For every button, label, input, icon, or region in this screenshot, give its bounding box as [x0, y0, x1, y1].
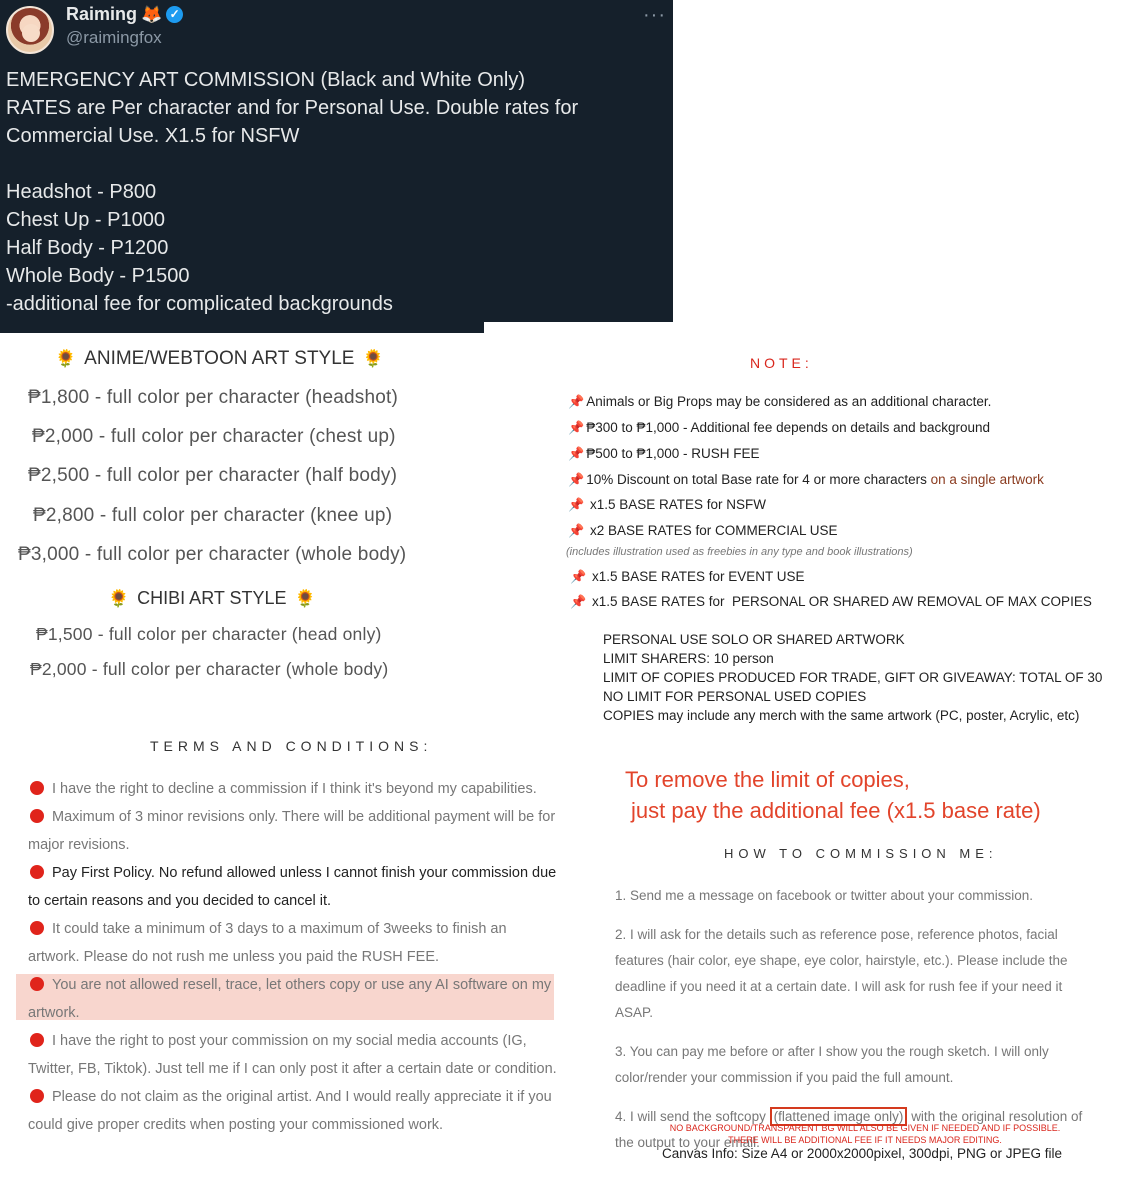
- term-item: It could take a minimum of 3 days to a maximum of 3weeks to finish an artwork. Please do not rush me unless you paid the RUSH FEE.: [28, 921, 507, 965]
- tweet-line: Commercial Use. X1.5 for NSFW: [6, 125, 300, 147]
- background-note: NO BACKGROUND/TRANSPARENT BG WILL ALSO BE GIVEN IF NEEDED AND IF POSSIBLE. THERE WILL BE ADDITIONAL FEE IF IT NEEDS MAJOR EDITING.: [669, 1123, 1061, 1145]
- canvas-info: Canvas Info: Size A4 or 2000x2000pixel, 300dpi, PNG or JPEG file: [662, 1146, 1062, 1161]
- term-item: Please do not claim as the original artist. And I would really appreciate it if you could give proper credits when posting your commissioned work.: [28, 1089, 552, 1133]
- term-item: I have the right to post your commission on my social media accounts (IG, Twitter, FB, Tiktok). Just tell me if I can only post it after a certain date or condition.: [28, 1033, 557, 1077]
- remove-limit-callout: To remove the limit of copies, just pay the additional fee (x1.5 base rate): [625, 767, 1041, 823]
- fox-icon: 🦊: [141, 4, 163, 24]
- term-item: Pay First Policy. No refund allowed unless I cannot finish your commission due to certain reasons and you decided to cancel it.: [28, 865, 557, 909]
- how-step: 3. You can pay me before or after I show you the rough sketch. I will only color/render your commission if you paid the full amount.: [615, 1044, 1049, 1085]
- anime-heading-text: ANIME/WEBTOON ART STYLE: [84, 348, 355, 369]
- terms-title: TERMS AND CONDITIONS:: [150, 738, 433, 754]
- tweet-line: EMERGENCY ART COMMISSION (Black and White Only): [6, 69, 526, 91]
- sunflower-icon: 🌻: [294, 588, 316, 608]
- note-title: NOTE:: [750, 355, 813, 371]
- sunflower-icon: 🌻: [362, 349, 384, 368]
- display-name[interactable]: [66, 4, 183, 25]
- chibi-rate-whole-body: ₱2,000 - full color per character (whole body): [30, 659, 389, 679]
- tweet-line: -additional fee for complicated backgrounds: [6, 293, 393, 315]
- tweet-line: Headshot - P800: [6, 181, 157, 203]
- chibi-rate-head-only: ₱1,500 - full color per character (head only): [36, 624, 382, 644]
- how-to-commission-title: HOW TO COMMISSION ME:: [724, 846, 998, 861]
- tweet-line: Chest Up - P1000: [6, 209, 165, 231]
- red-circle-icon: [30, 977, 44, 991]
- personal-use-block: PERSONAL USE SOLO OR SHARED ARTWORK LIMIT SHARERS: 10 person LIMIT OF COPIES PRODUCED FOR TRADE, GIFT OR GIVEAWAY: TOTAL OF 30 NO LIMIT FOR PERSONAL USED COPIES COPIES may include any merch with the same artwork (PC, poster, Acrylic, etc): [603, 632, 1103, 723]
- note-item: 📌 Animals or Big Props may be considered as an additional character.: [568, 394, 992, 409]
- note-item: 📌 10% Discount on total Base rate for 4 or more characters on a single artwork: [568, 472, 1044, 487]
- pushpin-icon: 📌: [568, 523, 585, 538]
- tweet-line: Half Body - P1200: [6, 237, 169, 259]
- flattened-image-highlight: (flattened image only): [770, 1107, 908, 1126]
- how-step: 1. Send me a message on facebook or twitter about your commission.: [615, 888, 1033, 903]
- tweet-card-edge: [484, 322, 673, 333]
- pushpin-icon: 📌: [568, 497, 585, 512]
- sunflower-icon: 🌻: [108, 588, 130, 608]
- tweet-line: Whole Body - P1500: [6, 265, 190, 287]
- term-item: Maximum of 3 minor revisions only. There will be additional payment will be for major revisions.: [28, 809, 556, 853]
- anime-rate-headshot: ₱1,800 - full color per character (headshot): [28, 387, 398, 408]
- red-circle-icon: [30, 1033, 44, 1047]
- anime-rate-half-body: ₱2,500 - full color per character (half body): [28, 465, 398, 486]
- note-item: 📌 x1.5 BASE RATES for NSFW: [568, 497, 766, 512]
- note-item: 📌 x2 BASE RATES for COMMERCIAL USE: [568, 523, 838, 538]
- red-circle-icon: [30, 809, 44, 823]
- anime-rate-chest-up: ₱2,000 - full color per character (chest up): [32, 426, 396, 447]
- note-item: 📌 ₱500 to ₱1,000 - RUSH FEE: [568, 446, 760, 461]
- pushpin-icon: 📌: [568, 394, 585, 409]
- chibi-heading-text: CHIBI ART STYLE: [137, 588, 287, 608]
- note-item: 📌 x1.5 BASE RATES for EVENT USE: [570, 569, 805, 584]
- note-item: 📌 x1.5 BASE RATES for PERSONAL OR SHARED AW REMOVAL OF MAX COPIES: [570, 594, 1092, 609]
- pushpin-icon: 📌: [568, 446, 585, 461]
- red-circle-icon: [30, 921, 44, 935]
- term-item: You are not allowed resell, trace, let others copy or use any AI software on my artwork.: [28, 977, 552, 1021]
- handle[interactable]: @raimingfox: [66, 28, 162, 47]
- avatar[interactable]: [6, 6, 54, 54]
- how-step: 4. I will send the softcopy (flattened image only) with the original resolution of the output to your email.: [615, 1109, 1083, 1150]
- tweet-line: RATES are Per character and for Personal Use. Double rates for: [6, 97, 579, 119]
- term-item: I have the right to decline a commission if I think it's beyond my capabilities.: [28, 775, 558, 803]
- anime-rate-knee-up: ₱2,800 - full color per character (knee up): [33, 505, 393, 526]
- terms-list: [28, 775, 558, 1139]
- how-step: 2. I will ask for the details such as reference pose, reference photos, facial features (hair color, eye shape, eye color, hairstyle, etc.). Please include the deadline if you need it at a certain date. I will ask for rush fee if your need it ASAP.: [615, 927, 1068, 1020]
- chibi-style-heading: [108, 588, 316, 609]
- pushpin-icon: 📌: [568, 420, 585, 435]
- tweet-line: [6, 150, 666, 178]
- display-name-text: Raiming: [66, 4, 138, 24]
- more-options-icon[interactable]: ···: [643, 4, 666, 26]
- anime-rate-whole-body: ₱3,000 - full color per character (whole body): [18, 544, 407, 565]
- sunflower-icon: 🌻: [55, 349, 77, 368]
- red-circle-icon: [30, 781, 44, 795]
- note-item: 📌 ₱300 to ₱1,000 - Additional fee depends on details and background: [568, 420, 990, 435]
- pushpin-icon: 📌: [570, 594, 587, 609]
- pushpin-icon: 📌: [570, 569, 587, 584]
- red-circle-icon: [30, 1089, 44, 1103]
- tweet-text: [6, 66, 666, 318]
- tweet-card: [0, 0, 673, 333]
- verified-badge-icon: ✓: [166, 6, 183, 23]
- pushpin-icon: 📌: [568, 472, 585, 487]
- red-circle-icon: [30, 865, 44, 879]
- commercial-use-note: (includes illustration used as freebies in any type and book illustrations): [566, 546, 913, 558]
- anime-style-heading: [55, 348, 384, 370]
